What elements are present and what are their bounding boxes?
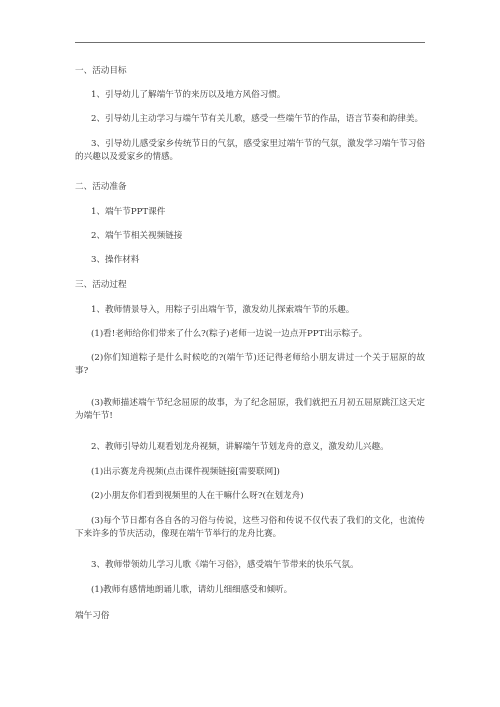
- goal-item-3: 3、引导幼儿感受家乡传统节日的气氛，感受家里过端午节的气氛，激发学习端午节习俗的兴趣以及爱家乡的情感。: [75, 139, 425, 162]
- process-step-1: 1、教师情景导入，用粽子引出端午节，激发幼儿探索端午节的乐趣。: [91, 305, 355, 315]
- prep-item-1: 1、端午节PPT课件: [91, 207, 166, 217]
- header-rule: [75, 42, 425, 43]
- process-step-1-1: (1)看!老师给你们带来了什么?(粽子)老师一边说一边点开PPT出示粽子。: [91, 329, 368, 339]
- process-step-1-2: (2)你们知道粽子是什么时候吃的?(端午节)还记得老师给小朋友讲过一个关于屈原的故事?: [75, 353, 425, 376]
- process-step-3-1: (1)教师有感情地朗诵儿歌，请幼儿细细感受和倾听。: [91, 585, 293, 595]
- process-step-2: 2、教师引导幼儿观看划龙舟视频，讲解端午节划龙舟的意义，激发幼儿兴趣。: [91, 442, 389, 452]
- goal-item-2: 2、引导幼儿主动学习与端午节有关儿歌，感受一些端午节的作品，语言节奏和韵律美。: [91, 114, 424, 124]
- section-heading-preparation: 二、活动准备: [75, 182, 127, 192]
- process-step-2-3: (3)每个节日都有各自各的习俗与传说，这些习俗和传说不仅代表了我们的文化，也流传下来许多的节庆活动，像现在端午节举行的龙舟比赛。: [75, 516, 425, 539]
- goal-item-1: 1、引导幼儿了解端午节的来历以及地方风俗习惯。: [91, 90, 286, 100]
- section-heading-process: 三、活动过程: [75, 280, 127, 290]
- process-step-2-2: (2)小朋友你们看到视频里的人在干嘛什么呀?(在划龙舟): [91, 491, 304, 501]
- process-step-1-3: (3)教师描述端午节纪念屈原的故事，为了纪念屈原，我们就把五月初五屈原跳江这天定为端午节!: [75, 398, 425, 421]
- prep-item-2: 2、端午节相关视频链接: [91, 231, 183, 241]
- process-step-2-1: (1)出示赛龙舟视频(点击课件视频链接[需要联网]): [91, 467, 280, 477]
- process-step-3: 3、教师带领幼儿学习儿歌《端午习俗》，感受端午节带来的快乐气氛。: [91, 560, 359, 570]
- prep-item-3: 3、操作材料: [91, 255, 140, 265]
- closing-title: 端午习俗: [75, 611, 110, 621]
- section-heading-goals: 一、活动目标: [75, 66, 127, 76]
